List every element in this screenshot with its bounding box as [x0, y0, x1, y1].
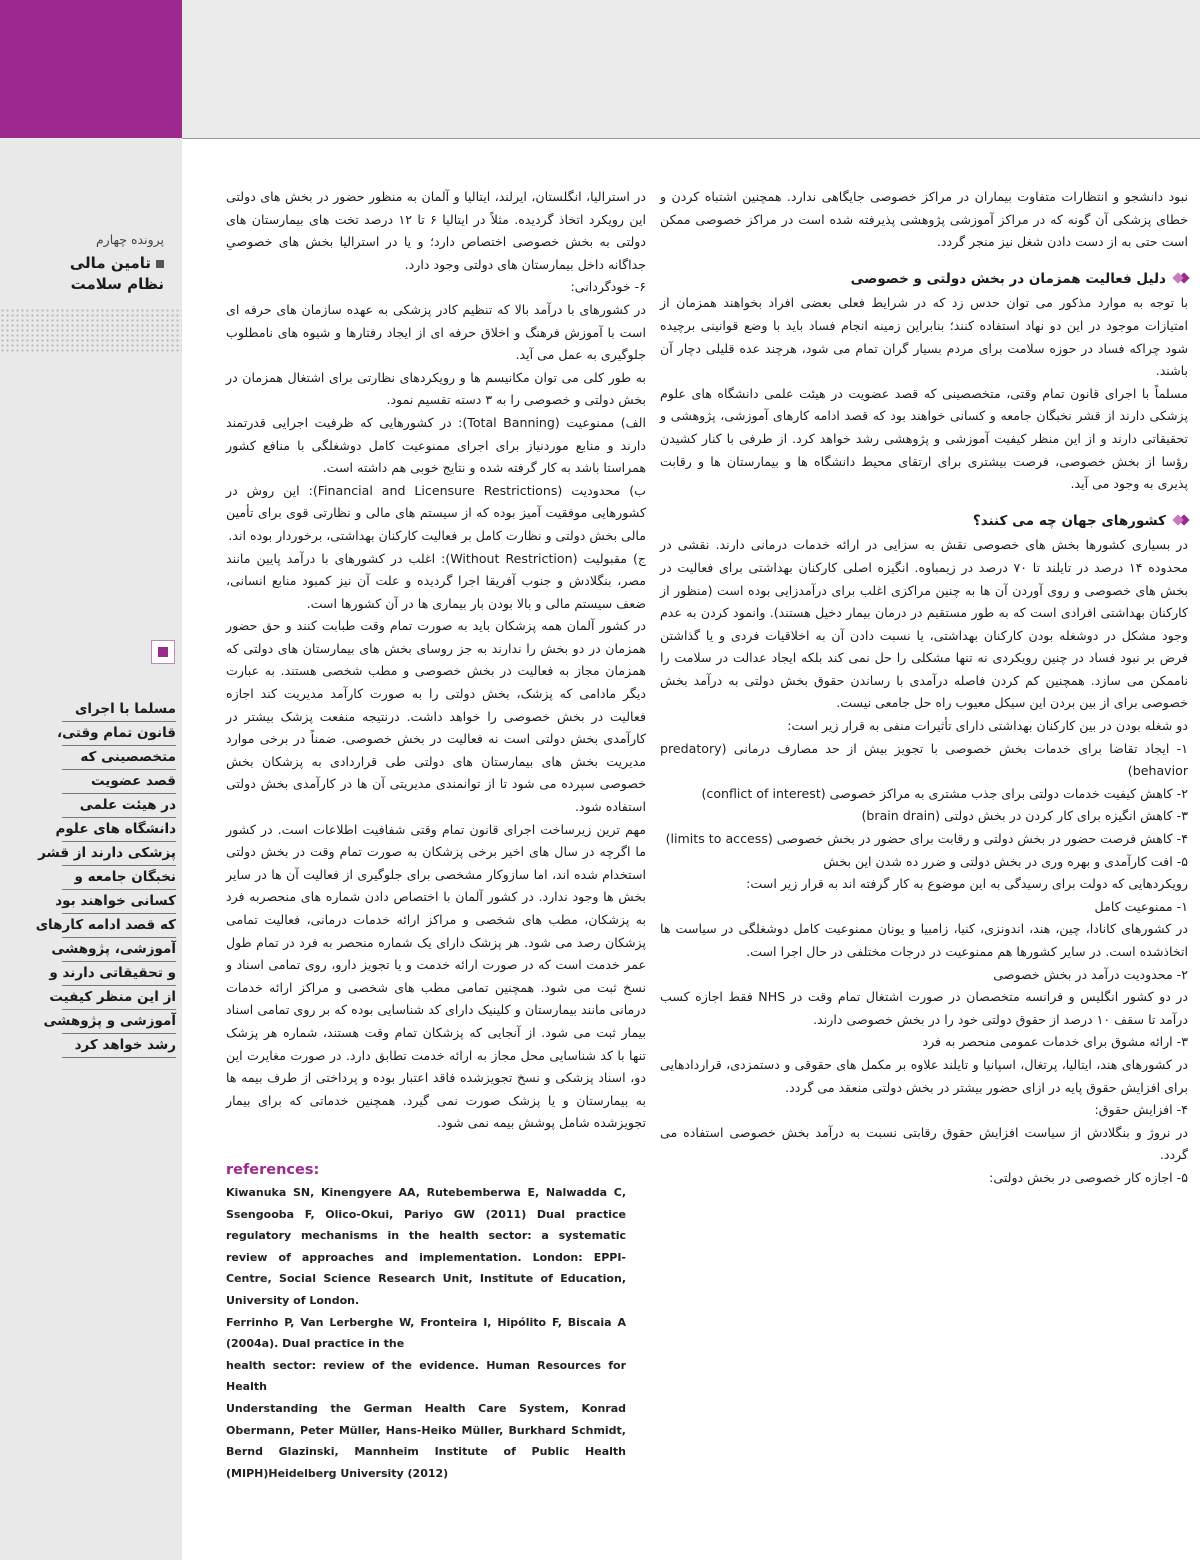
pull-quote-line: که قصد ادامه کارهای: [62, 914, 176, 938]
list-item: ۱- ایجاد تقاضا برای خدمات بخش خصوصی با تجویز بیش از حد مصارف درمانی (predatory behavior): [660, 740, 1188, 779]
folder-title: [4, 253, 164, 295]
paragraph: با توجه به موارد مذکور می توان حدس زد که در شرایط فعلی بعضی افراد بخواهند همزمان از امتیازات موجود در این دو نهاد استفاده کنند؛ بنابراین زمینه انجام فساد باید با وضع قوانینی برچیده شود چراکه فساد در حوزه سلامت برای مردم بسیار گران تمام می شود، هرچند عده قلیلی دچار آن باشند.: [660, 295, 1188, 379]
pull-quote-line: رشد خواهد کرد: [62, 1034, 176, 1058]
pull-quote-line: نخبگان جامعه و: [62, 866, 176, 890]
list-item: ۳- کاهش انگیزه برای کار کردن در بخش دولتی (brain drain): [861, 808, 1188, 824]
paragraph: به طور کلی می توان مکانیسم ها و رویکردهای نظارتی برای اشتغال همزمان در بخش دولتی و خصوصی را به ۳ دسته تقسیم نمود.: [226, 369, 646, 408]
references: [226, 1162, 626, 1484]
paragraph: در کشورهای هند، ایتالیا، پرتغال، اسپانیا و تایلند علاوه بر مکمل های حقوقی و دستمزدی، قراردادهایی برای افزایش حقوق پایه در ازای حضور بیشتر در بخش دولتی منعقد می گردد.: [660, 1056, 1188, 1095]
reference-item: Understanding the German Health Care System, Konrad Obermann, Peter Müller, Hans-Heiko Müller, Burkhard Schmidt, Bernd Glazinski, Mannheim Institute of Public Health (MIPH)Heidelberg University (2012): [226, 1401, 626, 1480]
paragraph: در بسیاری کشورها بخش های خصوصی نقش به سزایی در ارائه خدمات درمانی دارند. نقشی در محدوده ۱۴ درصد در تایلند تا ۷۰ درصد در زیمباوه. انگیزه اصلی کارکنان بهداشتی برای فعالیت در بخش های خصوصی و روی آوردن آن ها به چنین مراکزی اغلب برای درآمدزایی بوده است (منظور از کارکنان بهداشتی افرادی است که به طور مستقیم در درمان بیمار دخیل هستند). وانمود کردن به عدم وجود مشکل در دوشغله بودن کارکنان بهداشتی، یا نسبت دادن آن به اخلاقیات فردی و یا گذاشتن فرض بر نبود فساد در چنین رویکردی نه تنها مشکلی را حل نمی کند بلکه ایجاد عدالت در سلامت را ناممکن می سازد. همچنین کم کردن فاصله درآمدی با رساندن حقوق بخش دولتی به درآمد بخش خصوصی برای از بین بردن این سیکل معیوب راه حل جامعی نیست.: [660, 537, 1188, 711]
diamond-bullet-icon: [1172, 273, 1188, 284]
paragraph: نبود دانشجو و انتظارات متفاوت بیماران در مراکز خصوصی جایگاهی ندارد. همچنین اشتباه کردن و خطای پزشکی آن گونه که در مراکز آموزشی پژوهشی پذیرفته شده است در مراکز خصوصی ممکن است حتی به از دست دادن شغل نیز منجر گردد.: [660, 189, 1188, 250]
list-item: ۲- کاهش کیفیت خدمات دولتی برای جذب مشتری به مراکز خصوصی (conflict of interest): [701, 785, 1188, 801]
pull-quote-line: از این منظر کیفیت: [62, 986, 176, 1010]
paragraph: مسلماً با اجرای قانون تمام وقتی، متخصصینی که قصد عضویت در هیئت علمی دانشگاه های علوم پزشکی دارند از قشر نخبگان جامعه و کسانی خواهند بود که قصد ادامه کارهای آموزشی، پژوهشی و تحقیقاتی دارند و از این منظر کیفیت آموزشی و پژوهشی رشد خواهد کرد. از طرفی با کنار کشیدن رؤسا از بخش خصوصی، فرصت بیشتری برای ارتقای محیط دانشگاه ها و بیمارستان ها و رقابت پذیری به وجود می آید.: [660, 385, 1188, 492]
section-heading: [660, 510, 1188, 533]
folder-info: [4, 232, 164, 295]
list-item: الف) ممنوعیت (Total Banning): در کشورهایی که ظرفیت اجرایی قدرتمند دارند و منابع موردنیاز برای اجرای ممنوعیت کامل دوشغلگی با منافع کشور همراستا باشد به کار گرفته شده و نتایج خوبی هم داشته است.: [226, 414, 646, 476]
reference-item: health sector: review of the evidence. Human Resources for Health: [226, 1358, 626, 1394]
pull-quote-line: کسانی خواهند بود: [62, 890, 176, 914]
pull-quote-marker-icon: [151, 640, 175, 664]
paragraph: دو شغله بودن در بین کارکنان بهداشتی دارای تأثیرات منفی به قرار زیر است:: [787, 718, 1188, 734]
reference-item: Ferrinho P, Van Lerberghe W, Fronteira I, Hipólito F, Biscaia A (2004a). Dual practice in the: [226, 1315, 626, 1351]
pull-quote-line: در هیئت علمی: [62, 794, 176, 818]
sidebar: [0, 0, 182, 1560]
list-item: ج) مقبولیت (Without Restriction): اغلب در کشورهای با درآمد پایین مانند مصر، بنگلادش و جنوب آفریقا اجرا گردیده و علت آن نیز کمبود منابع انسانی، ضعف سیستم مالی و بالا بودن بار بیماری ها در آن کشورها است.: [226, 550, 646, 611]
subheading: ۲- محدودیت درآمد در بخش خصوصی: [993, 966, 1188, 982]
paragraph: در کشورهای با درآمد بالا که تنظیم کادر پزشکی به عهده سازمان های حرفه ای است با آموزش فرهنگ و اخلاق حرفه ای از ایجاد رفتارها و شیوه های نامطلوب جلوگیری به عمل می آید.: [226, 301, 646, 363]
subheading: ۳- ارائه مشوق برای خدمات عمومی منحصر به فرد: [922, 1034, 1188, 1050]
diamond-bullet-icon: [1172, 515, 1188, 526]
list-item: ب) محدودیت (Financial and Licensure Restrictions): این روش در کشورهایی موفقیت آمیز بوده که از سیستم های مالی و نظارتی قوی برای تأمین مالی بخش دولتی و نظارت کامل بر فعالیت کارکنان بهداشتی، برخوردار بوده اند.: [226, 482, 646, 543]
paragraph: در کشور آلمان همه پزشکان باید به صورت تمام وقت طبابت کنند و حق حضور همزمان در دو بخش را ندارند به جز روسای بخش های بیمارستان های دولتی که همزمان مجاز به فعالیت در بخش خصوصی و مطب شخصی هستند. به عبارت دیگر مادامی که پزشک، بخش دولتی را به صورت کارآمد مدیریت کند اجازه فعالیت در بخش خصوصی را خواهد داشت. درنتیجه منفعت پزشک بیشتر در کارآمدی بخش دولتی است نه فعالیت در بخش خصوصی. ضمناً در برخی موارد مدیریت بخش های بیمارستان های دولتی طی قراردادی به پزشکان بخش خصوصی سپرده می شود تا از توانمندی مدیریتی آن ها در کارآمدی بخش دولتی استفاده شود.: [226, 618, 646, 815]
subheading: ۶- خودگردانی:: [570, 279, 646, 295]
pull-quote: [35, 698, 176, 1058]
paragraph: در نروژ و بنگلادش از سیاست افزایش حقوق رقابتی نسبت به درآمد بخش خصوصی استفاده می گردد.: [660, 1124, 1188, 1163]
section-heading: [660, 268, 1188, 291]
article-column-right: [660, 186, 1188, 1190]
header-band: [182, 0, 1200, 138]
folder-title-line-2: نظام سلامت: [70, 275, 164, 293]
reference-item: Kiwanuka SN, Kinengyere AA, Rutebemberwa E, Nalwadda C, Ssengooba F, Olico-Okui, Pariyo GW (2011) Dual practice regulatory mechanisms in the health sector: a systematic review of approaches and implementation. London: EPPI-Centre, Social Science Research Unit, Institute of Education, University of London.: [226, 1186, 626, 1307]
paragraph: رویکردهایی که دولت برای رسیدگی به این موضوع به کار گرفته اند به قرار زیر است:: [746, 876, 1188, 892]
section-heading-text: دلیل فعالیت همزمان در بخش دولتی و خصوصی: [850, 270, 1166, 287]
folder-title-line-1: تامین مالی: [69, 254, 151, 272]
pull-quote-line: آموزشی و پژوهشی: [62, 1010, 176, 1034]
references-title: references:: [226, 1162, 320, 1178]
article-column-middle: [226, 186, 646, 1135]
dot-pattern: [0, 308, 182, 352]
paragraph: مهم ترین زیرساخت اجرای قانون تمام وقتی شفافیت اطلاعات است. در کشور ما اگرچه در سال های اخیر برخی پزشکان به صورت تمام وقت در بخش دولتی استخدام شده اند، اما سازوکار مشخصی برای جلوگیری از فعالیت آن ها در سایر بخش ها وجود ندارد. در کشور آلمان با اختصاص دادن شماره های منحصربه فرد به پزشکان، مطب های شخصی و مراکز ارائه خدمات درمانی، فعالیت تمامی پزشکان رصد می شود. هر پزشک دارای یک شماره منحصر به فرد در تمام طول عمر خدمت است که در صورت ارائه خدمت و یا تجویز دارو، روی تمامی اسناد و نسخ ثبت می شود. همچنین تمامی مطب های شخصی و مراکز ارائه خدمات درمانی مانند بیمارستان و کلینیک دارای کد شناسایی بوده که بر روی تمامی اسناد بیمار ثبت می شود. از آنجایی که پزشکان تمام وقت هستند، شماره هر پزشک تنها با کد شناسایی محل مجاز به ارائه خدمت تطابق دارد. در صورت مغایرت این دو، اسناد پزشکی و نسخ تجویزشده فاقد اعتبار بوده و پرداختی از طرف بیمه ها به بیمارستان و یا پزشک صورت نمی گیرد. همچنین خدماتی که برای بیمار تجویزشده شامل پوشش بیمه نمی شود.: [226, 821, 646, 1131]
pull-quote-line: پزشکی دارند از قشر: [62, 842, 176, 866]
section-heading-text: کشورهای جهان چه می کنند؟: [972, 512, 1166, 529]
folder-label: پرونده چهارم: [95, 232, 164, 247]
subheading: ۴- افزایش حقوق:: [1094, 1102, 1188, 1118]
pull-quote-line: دانشگاه های علوم: [62, 818, 176, 842]
pull-quote-line: متخصصینی که: [62, 746, 176, 770]
subheading: ۵- اجازه کار خصوصی در بخش دولتی:: [989, 1169, 1188, 1185]
list-item: ۵- افت کارآمدی و بهره وری در بخش دولتی و ضرر ده شدن این بخش: [823, 853, 1188, 869]
pull-quote-line: قصد عضویت: [62, 770, 176, 794]
paragraph: در دو کشور انگلیس و فرانسه متخصصان در صورت اشتغال تمام وقت در NHS فقط اجازه کسب درآمد تا سقف ۱۰ درصد از حقوق دولتی خود را در بخش خصوصی دارند.: [660, 989, 1189, 1027]
paragraph: در کشورهای کانادا، چین، هند، اندونزی، کنیا، زامبیا و یونان ممنوعیت کامل دوشغلگی در سیاست ها اتخاذشده است. در سایر کشورها هم ممنوعیت در درجات مختلفی در حال اجرا است.: [660, 921, 1188, 959]
subheading: ۱- ممنوعیت کامل: [1094, 898, 1188, 914]
pull-quote-line: مسلما با اجرای: [62, 698, 176, 722]
list-item: ۴- کاهش فرصت حضور در بخش دولتی و رقابت برای حضور در بخش خصوصی (limits to access): [665, 831, 1188, 847]
header-rule: [182, 138, 1200, 139]
pull-quote-line: قانون تمام وقتی،: [62, 722, 176, 746]
paragraph: در استرالیا، انگلستان، ایرلند، ایتالیا و آلمان به منظور حضور در بخش های دولتی این رویکرد اتخاذ گردیده. مثلاً در ایتالیا ۶ تا ۱۲ درصد تخت های بیمارستان های دولتی به بخش خصوصی اختصاص دارد؛ و یا در استرالیا بخش های خصوصیِ جداگانه داخل بیمارستان های دولتی وجود دارد.: [226, 189, 646, 272]
section-color-block: [0, 0, 182, 138]
pull-quote-line: آموزشی، پژوهشی: [62, 938, 176, 962]
square-bullet-icon: [156, 260, 164, 268]
pull-quote-line: و تحقیقاتی دارند و: [62, 962, 176, 986]
